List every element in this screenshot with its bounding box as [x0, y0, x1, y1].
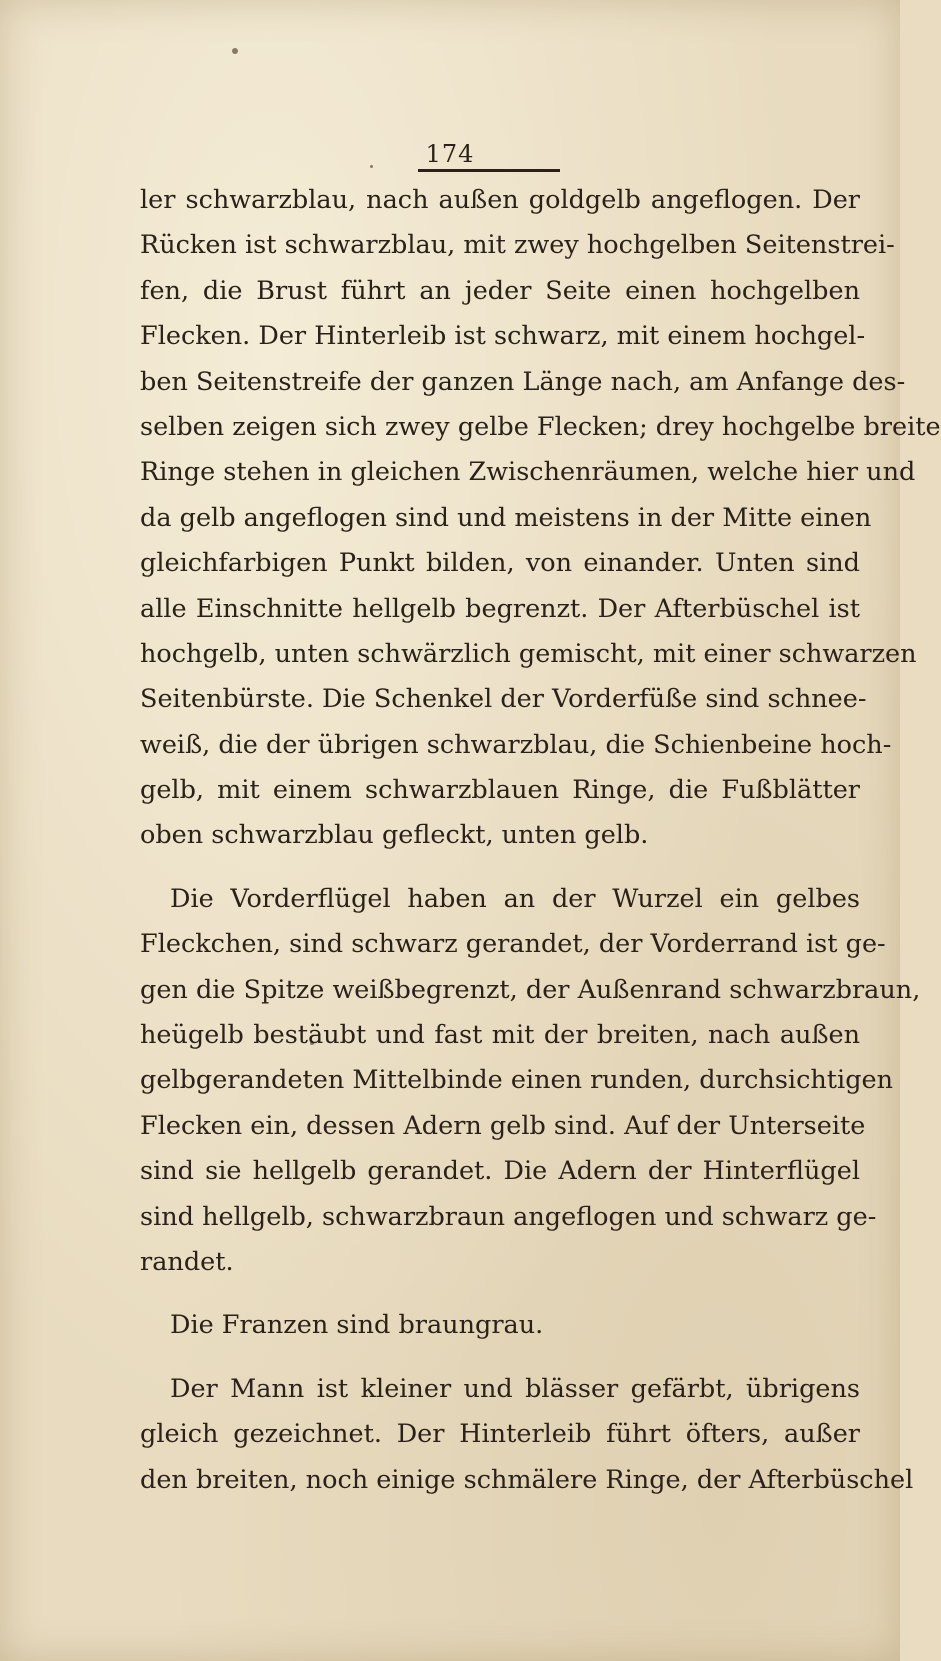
text-line: Ringe stehen in gleichen Zwischenräumen, welche hier und	[140, 457, 916, 488]
text-line: da gelb angeflogen sind und meistens in der Mitte einen	[140, 502, 872, 533]
text-line: fen, die Brust führt an jeder Seite einen hochgelben	[140, 275, 860, 306]
text-line: gleichfarbigen Punkt bilden, von einander. Unten sind	[140, 548, 860, 579]
text-line: heügelb bestäubt und fast mit der breiten, nach außen	[140, 1020, 860, 1051]
paragraph	[140, 178, 941, 859]
paragraph	[140, 1303, 860, 1348]
page-number: 174	[425, 140, 475, 168]
text-line: randet.	[140, 1246, 234, 1277]
ink-speck	[232, 48, 238, 54]
text-line: alle Einschnitte hellgelb begrenzt. Der Afterbüschel ist	[140, 593, 860, 624]
header-rule	[418, 169, 560, 172]
paragraph-gap	[140, 859, 860, 877]
text-line: Fleckchen, sind schwarz gerandet, der Vorderrand ist ge-	[140, 929, 886, 960]
text-line: gen die Spitze weißbegrenzt, der Außenrand schwarzbraun,	[140, 974, 921, 1005]
paragraph-gap	[140, 1349, 860, 1367]
text-line: gleich gezeichnet. Der Hinterleib führt öfters, außer	[140, 1419, 860, 1450]
text-line: ben Seitenstreife der ganzen Länge nach, am Anfange des-	[140, 366, 906, 397]
text-line: ler schwarzblau, nach außen goldgelb angeflogen. Der	[140, 185, 860, 215]
text-line: oben schwarzblau gefleckt, unten gelb.	[140, 820, 649, 851]
text-line: sind hellgelb, schwarzbraun angeflogen und schwarz ge-	[140, 1201, 877, 1232]
text-line: den breiten, noch einige schmälere Ringe, der Afterbüschel	[140, 1464, 914, 1495]
text-line: sind sie hellgelb gerandet. Die Adern der Hinterflügel	[140, 1156, 860, 1187]
text-line: Die Franzen sind braungrau.	[170, 1310, 544, 1341]
text-line: gelb, mit einem schwarzblauen Ringe, die Fußblätter	[140, 775, 860, 806]
text-line: Seitenbürste. Die Schenkel der Vorderfüße sind schnee-	[140, 684, 867, 715]
text-line: gelbgerandeten Mittelbinde einen runden, durchsichtigen	[140, 1065, 894, 1096]
text-line: weiß, die der übrigen schwarzblau, die Schienbeine hoch-	[140, 729, 892, 760]
body-text	[140, 178, 941, 1503]
text-line: selben zeigen sich zwey gelbe Flecken; drey hochgelbe breite	[140, 411, 941, 442]
text-line: Rücken ist schwarzblau, mit zwey hochgelben Seitenstrei-	[140, 230, 895, 261]
text-line: Flecken ein, dessen Adern gelb sind. Auf der Unterseite	[140, 1110, 866, 1141]
text-line: Flecken. Der Hinterleib ist schwarz, mit einem hochgel-	[140, 321, 866, 352]
paragraph	[140, 877, 921, 1286]
paragraph	[140, 1367, 914, 1503]
text-line: Die Vorderflügel haben an der Wurzel ein gelbes	[170, 883, 860, 914]
text-line: hochgelb, unten schwärzlich gemischt, mit einer schwarzen	[140, 638, 917, 669]
paragraph-gap	[140, 1285, 860, 1303]
text-line: Der Mann ist kleiner und blässer gefärbt, übrigens	[170, 1373, 860, 1404]
